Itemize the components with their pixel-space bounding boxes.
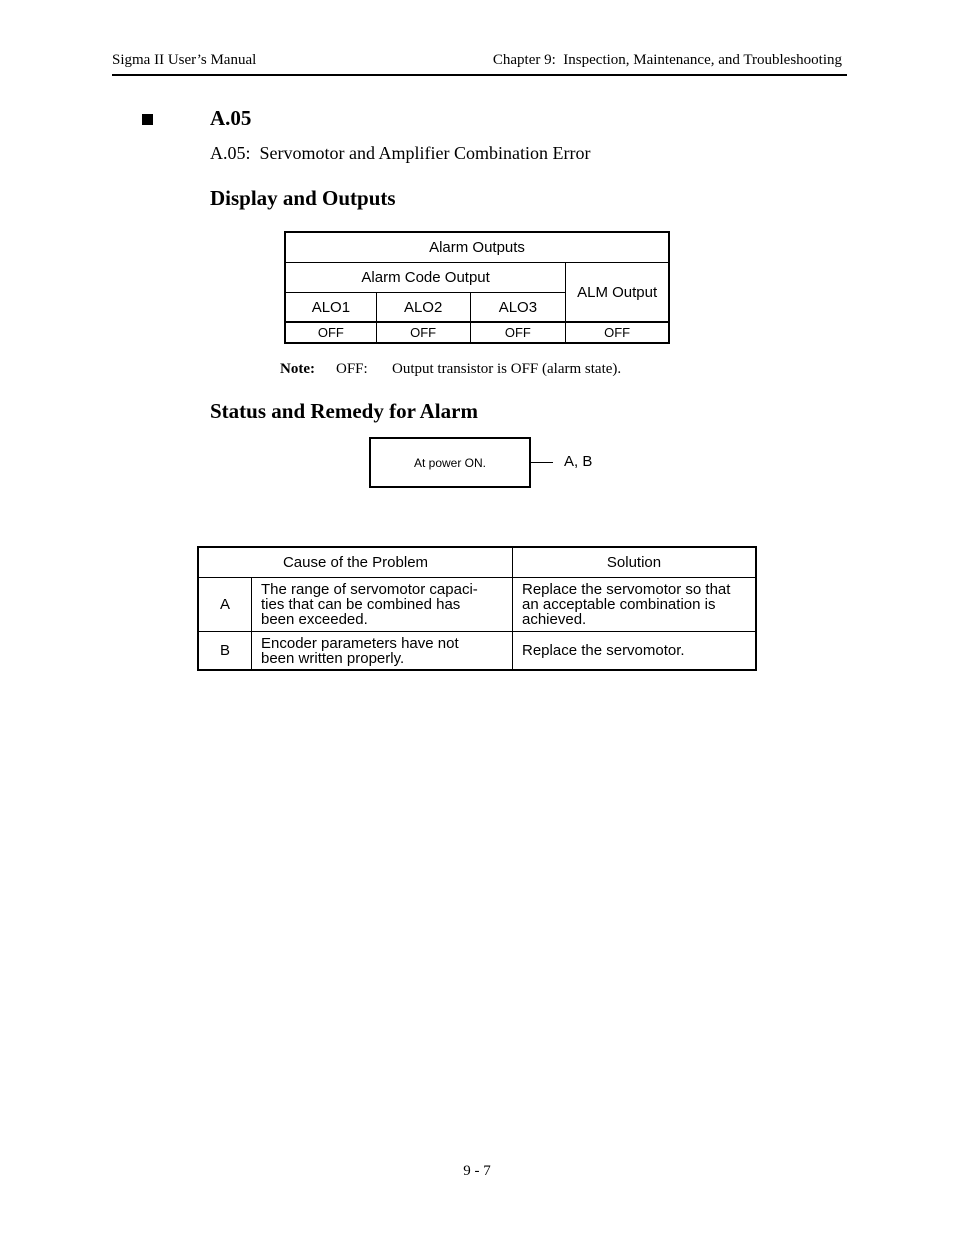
- row-cause: The range of servomotor capaci- ties that can be combined has been exceeded.: [252, 578, 513, 632]
- alarm-code-output-header: Alarm Code Output: [285, 263, 566, 293]
- note-text: Output transistor is OFF (alarm state).: [392, 361, 622, 377]
- alo2-value: OFF: [376, 322, 470, 343]
- status-cause-refs: A, B: [564, 453, 593, 470]
- section-description: A.05: Servomotor and Amplifier Combination Error: [210, 143, 591, 163]
- alo1-header: ALO1: [285, 293, 376, 323]
- table-row: [198, 632, 756, 671]
- note-label: Note:: [280, 361, 315, 377]
- row-id: B: [198, 632, 252, 671]
- alo3-header: ALO3: [470, 293, 566, 323]
- header-rule: [112, 74, 847, 76]
- status-connector-line: [530, 462, 553, 463]
- alarm-outputs-table: [284, 231, 670, 344]
- running-header-manual-title: Sigma II User’s Manual: [112, 52, 257, 68]
- row-id: A: [198, 578, 252, 632]
- table-row: [198, 578, 756, 632]
- alm-output-value: OFF: [566, 322, 669, 343]
- row-cause: Encoder parameters have not been written properly.: [252, 632, 513, 671]
- page-number: 9 - 7: [463, 1163, 491, 1179]
- alo1-value: OFF: [285, 322, 376, 343]
- alarm-outputs-title: Alarm Outputs: [285, 232, 669, 263]
- alm-output-header: ALM Output: [566, 263, 669, 323]
- alo2-header: ALO2: [376, 293, 470, 323]
- square-bullet-icon: [142, 114, 153, 125]
- status-box: [369, 437, 531, 488]
- section-title: A.05: [210, 106, 252, 130]
- display-outputs-heading: Display and Outputs: [210, 186, 396, 210]
- row-solution: Replace the servomotor so that an acceptable combination is achieved.: [513, 578, 757, 632]
- alo3-value: OFF: [470, 322, 566, 343]
- note-term: OFF:: [336, 361, 368, 377]
- cause-header: Cause of the Problem: [198, 547, 513, 578]
- running-header-chapter-title: Chapter 9: Inspection, Maintenance, and Troubleshooting: [492, 52, 842, 68]
- solution-header: Solution: [513, 547, 757, 578]
- cause-solution-table: [197, 546, 757, 671]
- status-remedy-heading: Status and Remedy for Alarm: [210, 399, 478, 423]
- status-box-label: At power ON.: [413, 455, 487, 470]
- row-solution: Replace the servomotor.: [513, 632, 757, 671]
